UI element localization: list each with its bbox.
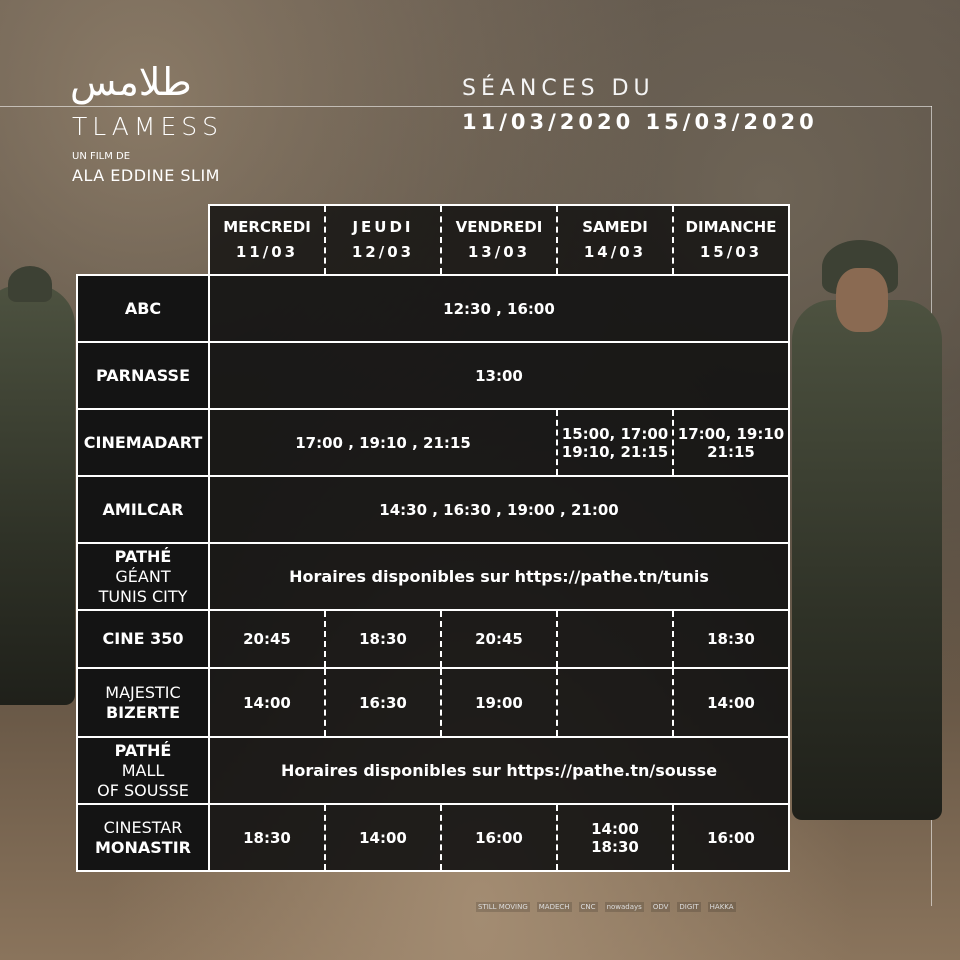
cinema-parnasse: PARNASSE	[77, 342, 209, 409]
schedule-table	[76, 204, 790, 872]
cine350-samedi	[557, 610, 673, 668]
cine350-dimanche: 18:30	[673, 610, 789, 668]
majestic-samedi	[557, 668, 673, 737]
soldier-right-figure	[792, 300, 942, 820]
day-header-vendredi: VENDREDI 13/03	[441, 205, 557, 275]
table-row	[77, 476, 789, 543]
sponsor-logo: nowadays	[606, 903, 642, 911]
film-title-arabic: طلامس	[70, 60, 192, 104]
cine350-jeudi: 18:30	[325, 610, 441, 668]
date-range: 11/03/2020 15/03/2020	[462, 110, 818, 134]
cinema-cine350: CINE 350	[77, 610, 209, 668]
cinestar-vendredi: 16:00	[441, 804, 557, 871]
majestic-mercredi: 14:00	[209, 668, 325, 737]
cine350-vendredi: 20:45	[441, 610, 557, 668]
director-name: ALA EDDINE SLIM	[72, 166, 220, 185]
day-header-mercredi: MERCREDI 11/03	[209, 205, 325, 275]
cinema-cinemadart: CINEMADART	[77, 409, 209, 476]
amilcar-times: 14:30 , 16:30 , 19:00 , 21:00	[209, 476, 789, 543]
days-header-row	[77, 205, 789, 275]
cinema-cinestar: CINESTAR MONASTIR	[77, 804, 209, 871]
table-row	[77, 342, 789, 409]
soldier-left-helmet	[8, 266, 52, 302]
cinemadart-times-samedi: 15:00, 17:00 19:10, 21:15	[557, 409, 673, 476]
day-header-jeudi: JEUDI 12/03	[325, 205, 441, 275]
majestic-vendredi: 19:00	[441, 668, 557, 737]
sponsor-logo: STILL MOVING	[478, 903, 528, 911]
cinema-amilcar: AMILCAR	[77, 476, 209, 543]
majestic-dimanche: 14:00	[673, 668, 789, 737]
table-corner	[77, 205, 209, 275]
sponsor-logo: HAKKA	[709, 903, 734, 911]
soldier-left-figure	[0, 285, 75, 705]
day-header-dimanche: DIMANCHE 15/03	[673, 205, 789, 275]
abc-times: 12:30 , 16:00	[209, 275, 789, 342]
frame-top-line	[0, 106, 932, 107]
cinema-abc: ABC	[77, 275, 209, 342]
sponsor-logos	[476, 902, 736, 912]
table-row	[77, 610, 789, 668]
cinemadart-times-weekday: 17:00 , 19:10 , 21:15	[209, 409, 557, 476]
sponsor-logo: ODV	[652, 903, 669, 911]
cinema-pathe-sousse: PATHÉ MALL OF SOUSSE	[77, 737, 209, 804]
film-credit-label: UN FILM DE	[72, 151, 131, 162]
parnasse-times: 13:00	[209, 342, 789, 409]
cinestar-samedi: 14:00 18:30	[557, 804, 673, 871]
sponsor-logo: DIGIT	[679, 903, 699, 911]
cinema-majestic: MAJESTIC BIZERTE	[77, 668, 209, 737]
table-row	[77, 409, 789, 476]
table-row	[77, 543, 789, 610]
cinestar-mercredi: 18:30	[209, 804, 325, 871]
table-row	[77, 275, 789, 342]
soldier-right-face	[836, 268, 888, 332]
majestic-jeudi: 16:30	[325, 668, 441, 737]
day-header-samedi: SAMEDI 14/03	[557, 205, 673, 275]
cine350-mercredi: 20:45	[209, 610, 325, 668]
cinestar-jeudi: 14:00	[325, 804, 441, 871]
cinestar-dimanche: 16:00	[673, 804, 789, 871]
pathe-sousse-link[interactable]: Horaires disponibles sur https://pathe.tn/sousse	[209, 737, 789, 804]
pathe-tunis-link[interactable]: Horaires disponibles sur https://pathe.tn/tunis	[209, 543, 789, 610]
cinema-pathe-tunis: PATHÉ GÉANT TUNIS CITY	[77, 543, 209, 610]
seances-label: SÉANCES DU	[462, 76, 655, 101]
table-row	[77, 668, 789, 737]
cinemadart-times-dimanche: 17:00, 19:10 21:15	[673, 409, 789, 476]
sponsor-logo: MADECH	[538, 903, 570, 911]
film-title: TLAMESS	[72, 112, 223, 141]
table-row	[77, 804, 789, 871]
sponsor-logo: CNC	[580, 903, 596, 911]
table-row	[77, 737, 789, 804]
